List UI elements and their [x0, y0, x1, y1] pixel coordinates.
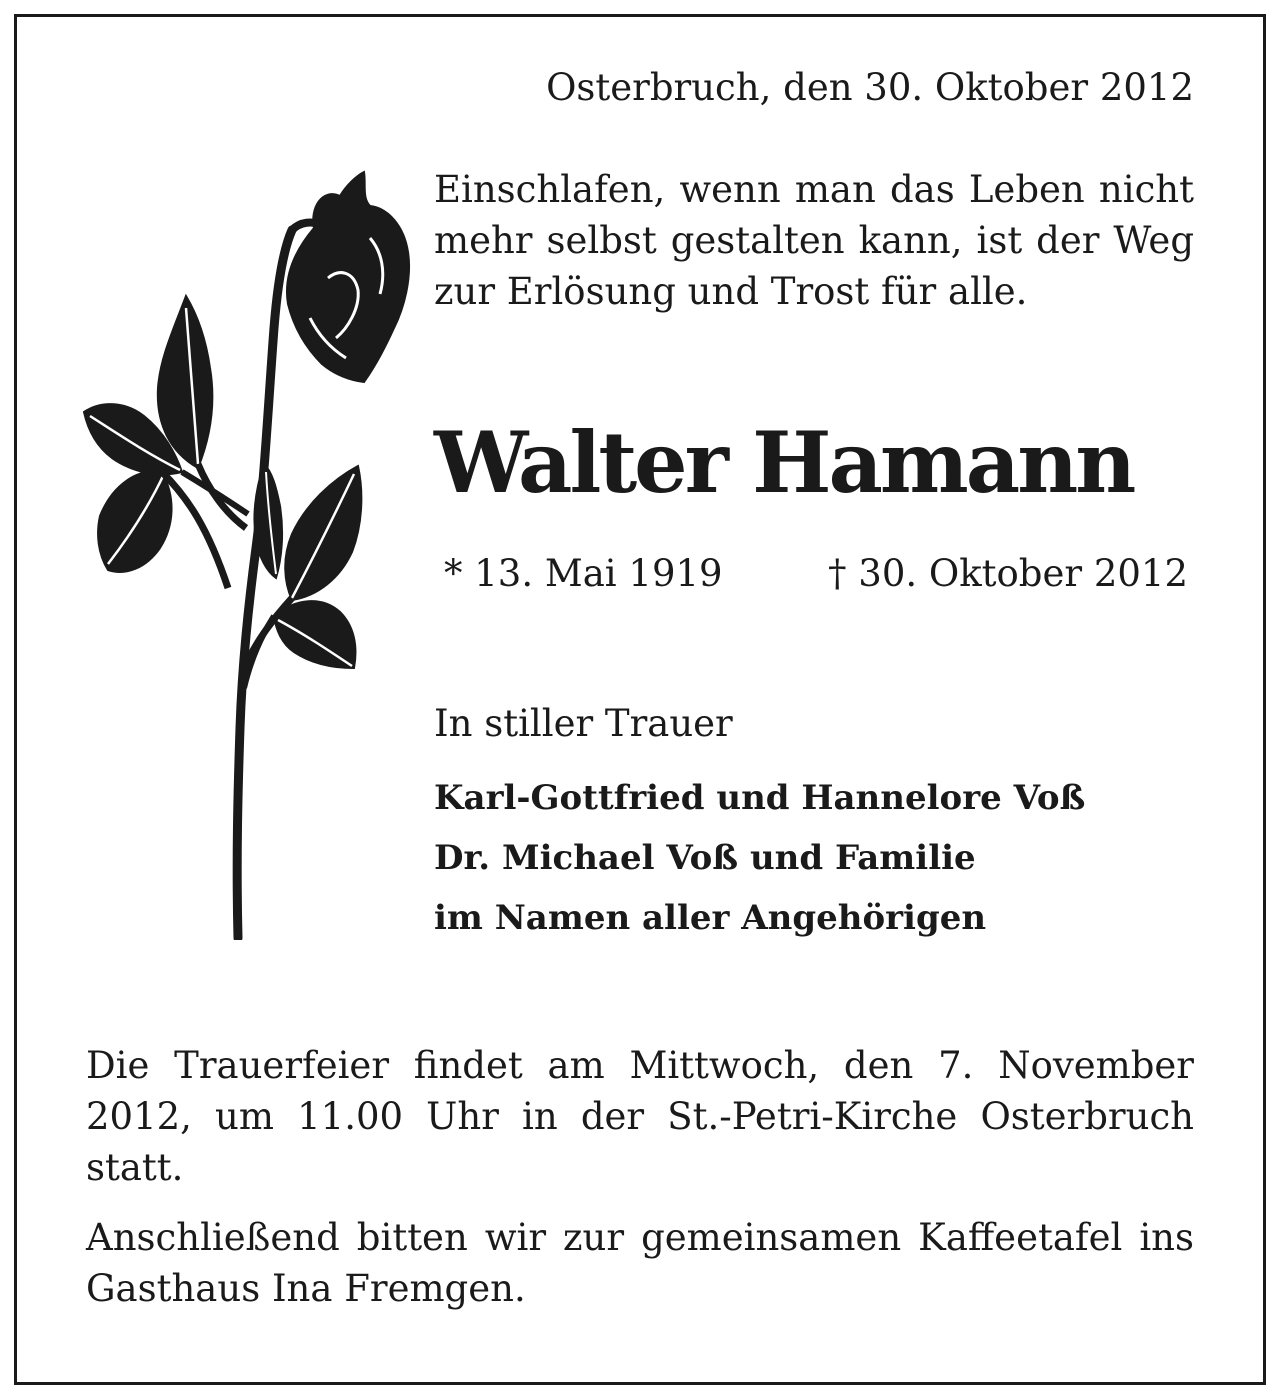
- place-date: Osterbruch, den 30. Oktober 2012: [546, 66, 1194, 109]
- coffee-reception-info: Anschließend bitten wir zur gemeinsamen Kaffeetafel ins Gasthaus Ina Fremgen.: [86, 1216, 1194, 1310]
- mourning-intro: In stiller Trauer: [434, 702, 733, 745]
- wilted-rose-icon: [78, 168, 418, 940]
- life-dates: [444, 548, 1188, 600]
- mourner-line: Dr. Michael Voß und Familie: [434, 838, 976, 878]
- mourners-list: [434, 768, 1085, 948]
- deceased-name: Walter Hamann: [434, 413, 1134, 512]
- mourner-line: Karl-Gottfried und Hannelore Voß: [434, 778, 1086, 818]
- birth-date: * 13. Mai 1919: [444, 552, 723, 595]
- funeral-service-info: Die Trauerfeier findet am Mittwoch, den 7. November 2012, um 11.00 Uhr in der St.-Petri-Kirche Osterbruch statt.: [86, 1044, 1194, 1189]
- death-date: † 30. Oktober 2012: [828, 552, 1188, 595]
- mourner-line: im Namen aller Angehörigen: [434, 898, 987, 938]
- memorial-quote: Einschlafen, wenn man das Leben nicht mehr selbst gestalten kann, ist der Weg zur Erlösung und Trost für alle.: [434, 168, 1194, 313]
